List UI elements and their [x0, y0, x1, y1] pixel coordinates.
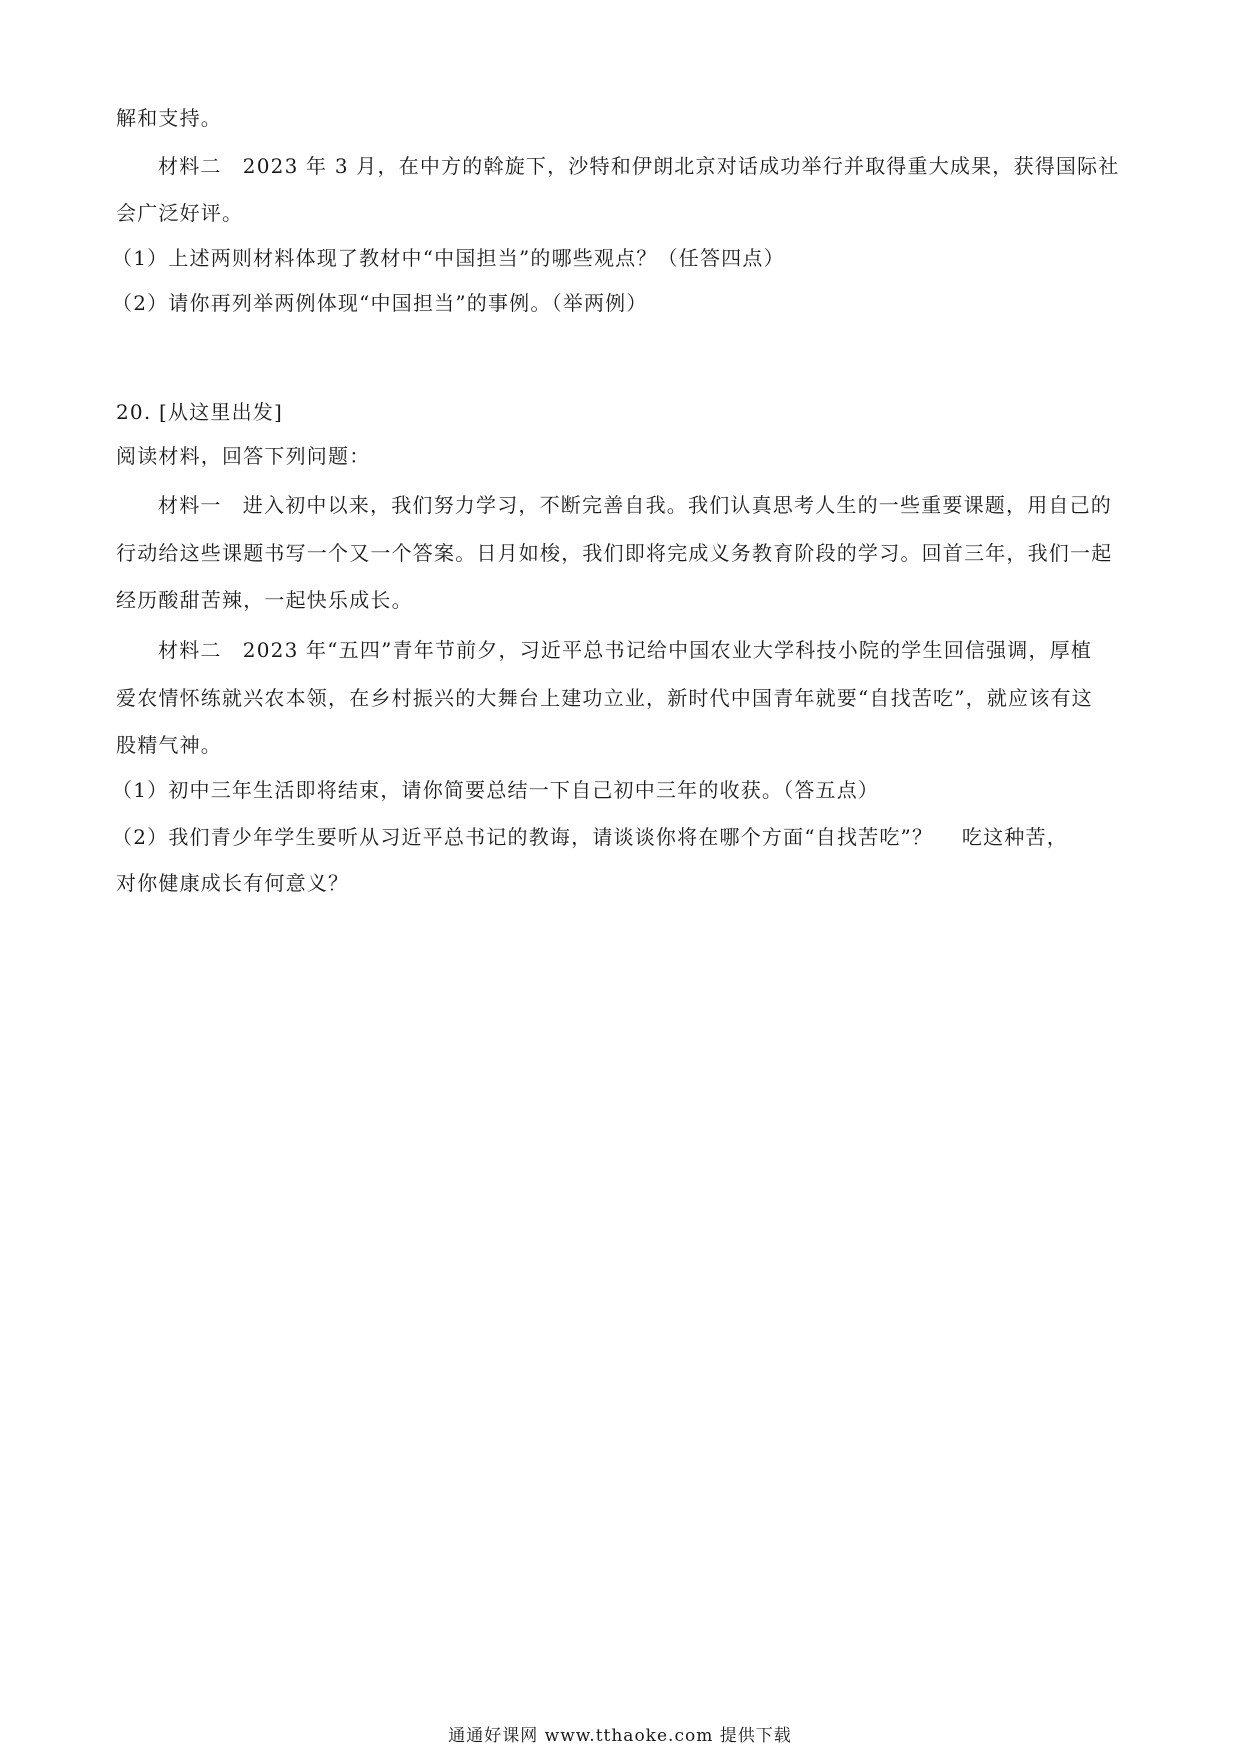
question-20-2-line-2: 对你健康成长有何意义？: [116, 871, 350, 895]
material-two-line-1: 材料二 2023 年 3 月，在中方的斡旋下，沙特和伊朗北京对话成功举行并取得重大成果，获得国际社: [158, 154, 1120, 178]
material-one-line-1: 材料一 进入初中以来，我们努力学习，不断完善自我。我们认真思考人生的一些重要课题，用自己的: [158, 493, 1112, 517]
material-two-20-line-3: 股精气神。: [116, 733, 222, 757]
question-19-1: （1）上述两则材料体现了教材中“中国担当”的哪些观点？（任答四点）: [112, 246, 785, 270]
page-footer: 通通好课网 www.tthaoke.com 提供下载: [448, 1726, 792, 1746]
question-19-2: （2）请你再列举两例体现“中国担当”的事例。（举两例）: [112, 291, 648, 315]
material-two-line-2: 会广泛好评。: [116, 201, 244, 225]
paragraph-continuation: 解和支持。: [116, 106, 222, 130]
material-two-20-line-1: 材料二 2023 年“五四”青年节前夕，习近平总书记给中国农业大学科技小院的学生回信强调，厚植: [158, 638, 1093, 662]
material-one-line-2: 行动给这些课题书写一个又一个答案。日月如梭，我们即将完成义务教育阶段的学习。回首三年，我们一起: [116, 541, 1113, 565]
question-20-instruction: 阅读材料，回答下列问题：: [116, 444, 371, 468]
question-20-header: 20. [从这里出发]: [116, 400, 283, 424]
question-20-2-line-1: （2）我们青少年学生要听从习近平总书记的教诲，请谈谈你将在哪个方面“自找苦吃”？ 吃这种苦，: [112, 825, 1068, 849]
question-20-1: （1）初中三年生活即将结束，请你简要总结一下自己初中三年的收获。（答五点）: [112, 778, 880, 802]
material-one-line-3: 经历酸甜苦辣，一起快乐成长。: [116, 588, 413, 612]
material-two-20-line-2: 爱农情怀练就兴农本领，在乡村振兴的大舞台上建功立业，新时代中国青年就要“自找苦吃”，就应该有这: [116, 686, 1093, 710]
